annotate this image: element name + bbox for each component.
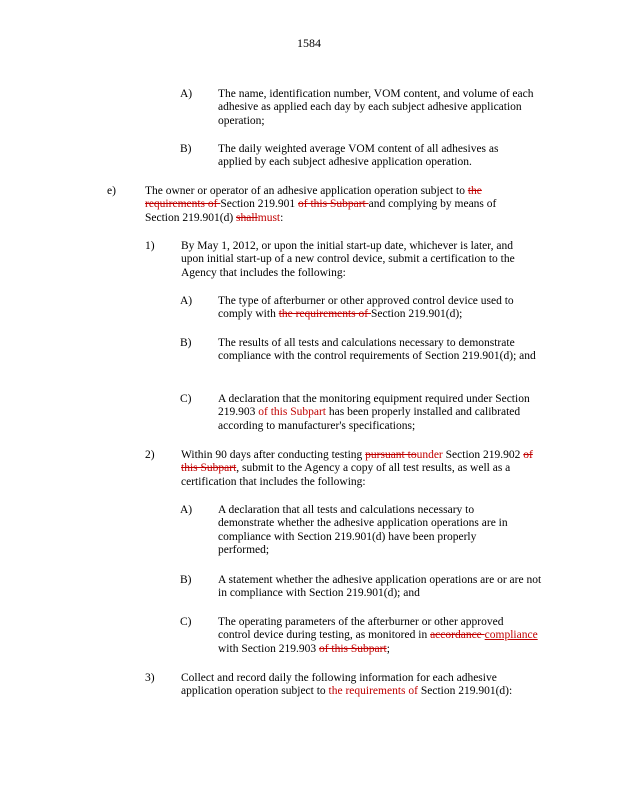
- item-label: A): [180, 88, 193, 100]
- text-segment: The operating parameters of the afterburner or other approved control device during testing, as monitored in: [218, 616, 504, 642]
- text-segment: The results of all tests and calculations necessary to demonstrate compliance with the control requirements of Section 219.901(d); and: [218, 337, 536, 363]
- text-segment: :: [280, 211, 284, 224]
- deleted-text: of this Subpart: [318, 642, 387, 655]
- item-text: [218, 393, 538, 433]
- item-text: [218, 143, 528, 170]
- item-label: B): [180, 143, 192, 155]
- item-label: 3): [145, 672, 155, 684]
- text-segment: , submit to the Agency a copy of all test results, as well as a certification that includes the following:: [181, 462, 511, 488]
- deleted-text: of this Subpart: [298, 198, 369, 211]
- item-label: 2): [145, 449, 155, 461]
- text-segment: ;: [386, 642, 390, 655]
- text-segment: A statement whether the adhesive application operations are or are not in compliance with Section 219.901(d); and: [218, 574, 542, 600]
- inserted-text: the requirements of: [328, 685, 418, 698]
- item-text: [181, 240, 536, 280]
- item-text: [218, 574, 548, 601]
- item-text: [145, 185, 530, 225]
- item-label: e): [107, 185, 116, 197]
- inserted-text: must: [257, 211, 281, 224]
- deleted-text: shall: [236, 211, 258, 224]
- text-segment: Section 219.901: [220, 198, 298, 211]
- text-segment: Collect and record daily the following information for each adhesive application operation subject to: [181, 672, 497, 698]
- text-segment: The owner or operator of an adhesive application operation subject to: [145, 185, 468, 197]
- text-segment: Section 219.901(d);: [371, 308, 463, 321]
- item-text: [181, 672, 546, 699]
- deleted-text: the requirements of: [278, 308, 371, 321]
- page-number: 1584: [297, 36, 321, 50]
- item-label: C): [180, 393, 192, 405]
- item-label: A): [180, 295, 193, 307]
- text-segment: and complying by means of Section 219.901(d): [145, 198, 497, 224]
- deleted-text: accordance: [430, 629, 485, 642]
- item-text: [218, 88, 538, 128]
- item-label: B): [180, 337, 192, 349]
- text-segment: By May 1, 2012, or upon the initial start-up date, whichever is later, and upon initial start-up of a new control device, submit a certification to the Agency that includes the following:: [181, 240, 515, 279]
- text-segment: with Section 219.903: [218, 642, 319, 655]
- text-segment: has been properly installed and calibrated according to manufacturer's specifications;: [218, 406, 521, 432]
- text-segment: The daily weighted average VOM content of all adhesives as applied by each subject adhesive application operation.: [218, 143, 499, 169]
- item-label: B): [180, 574, 192, 586]
- text-segment: The name, identification number, VOM content, and volume of each adhesive as applied each day by each subject adhesive application operation;: [218, 88, 534, 127]
- item-text: [218, 504, 528, 558]
- inserted-text: compliance: [484, 629, 538, 642]
- deleted-text: the requirements of: [145, 185, 482, 211]
- deleted-text: pursuant to: [365, 449, 417, 461]
- item-text: [181, 449, 551, 489]
- item-label: A): [180, 504, 193, 516]
- text-segment: A declaration that all tests and calculations necessary to demonstrate whether the adhesive application operations are in compliance with Section 219.901(d) have been properly performed;: [218, 504, 508, 557]
- item-text: [218, 337, 538, 364]
- item-label: 1): [145, 240, 155, 252]
- text-segment: Within 90 days after conducting testing: [181, 449, 366, 461]
- item-label: C): [180, 616, 192, 628]
- deleted-text: of this Subpart: [181, 449, 533, 475]
- text-segment: A declaration that the monitoring equipment required under Section 219.903: [218, 393, 530, 419]
- text-segment: Section 219.902: [442, 449, 524, 461]
- text-segment: The type of afterburner or other approved control device used to comply with: [218, 295, 514, 321]
- text-segment: Section 219.901(d):: [417, 685, 513, 698]
- inserted-text: of this Subpart: [258, 406, 326, 419]
- item-text: [218, 295, 538, 322]
- inserted-text: under: [416, 449, 443, 461]
- item-text: [218, 616, 538, 656]
